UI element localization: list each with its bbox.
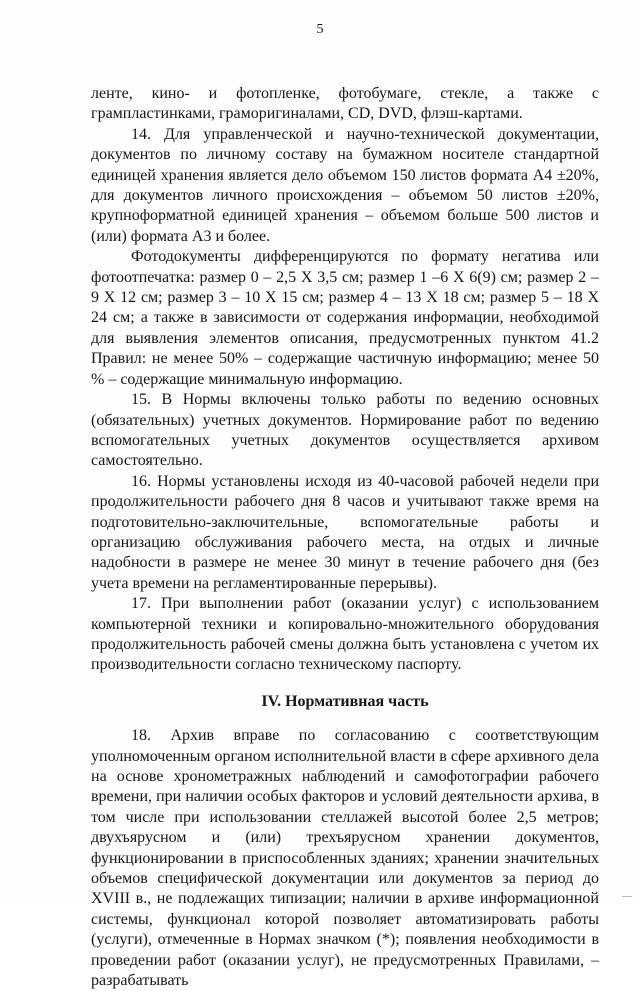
- paragraph-16: 16. Нормы установлены исходя из 40-часовой рабочей недели при продолжительности рабочего дня 8 часов и учитывают также время на подготовительно-заключительные, вспомогательные работы и организацию обслуживания рабочего места, на отдых и личные надобности в размере не менее 30 минут в течение рабочего дня (без учета времени на регламентированные перерывы).: [91, 472, 599, 592]
- paragraph-15: 15. В Нормы включены только работы по ведению основных (обязательных) учетных документов. Нормирование работ по ведению вспомогательных учетных документов осуществляется архивом самостоятельно.: [91, 391, 599, 470]
- page-number: 5: [316, 22, 324, 37]
- paragraph-18: 18. Архив вправе по согласованию с соответствующим уполномоченным органом исполнительной власти в сфере архивного дела на основе хронометражных наблюдений и самофотографии рабочего времени, при наличии особых факторов и условий деятельности архива, в том числе при использовании стеллажей высотой более 2,5 метров; двухъярусном и (или) трехъярусном хранении документов, функционировании в приспособленных зданиях; хранении значительных объемов специфической документации или документов за период до XVIII в., не подлежащих типизации; наличии в архиве информационной системы, функционал которой позволяет автоматизировать работы (услуги), отмеченные в Нормах значком (*); появления необходимости в проведении работ (оказании услуг), не предусмотренных Правилами, – разрабатывать: [91, 727, 599, 990]
- paragraph-photodocuments: Фотодокументы дифференцируются по формату негатива или фотоотпечатка: размер 0 – 2,5 X 3,5 см; размер 1 –6 X 6(9) см; размер 2 – 9 X 12 см; размер 3 – 10 X 15 см; размер 4 – 13 X 18 см; размер 5 – 18 X 24 см; а также в зависимости от содержания информации, необходимой для выявления элементов описания, предусмотренных пунктом 41.2 Правил: не менее 50% – содержащие частичную информацию; менее 50 % – содержащие минимальную информацию.: [91, 248, 599, 388]
- scan-mark: [622, 896, 632, 901]
- section-heading: IV. Нормативная часть: [261, 692, 429, 710]
- paragraph-continuation: ленте, кино- и фотопленке, фотобумаге, стекле, а также с грампластинками, граморигиналами, CD, DVD, флэш-картами.: [91, 85, 599, 123]
- paragraph-14: 14. Для управленческой и научно-технической документации, документов по личному составу на бумажном носителе стандартной единицей хранения является дело объемом 150 листов формата А4 ±20%, для документов личного происхождения – объемом 50 листов ±20%, крупноформатной единицей хранения – объемом больше 500 листов и (или) формата А3 и более.: [91, 125, 599, 245]
- document-body: [91, 84, 599, 991]
- paragraph-17: 17. При выполнении работ (оказании услуг) с использованием компьютерной техники и копировально-множительного оборудования продолжительность рабочей смены должна быть установлена с учетом их производительности согласно техническому паспорту.: [91, 595, 599, 674]
